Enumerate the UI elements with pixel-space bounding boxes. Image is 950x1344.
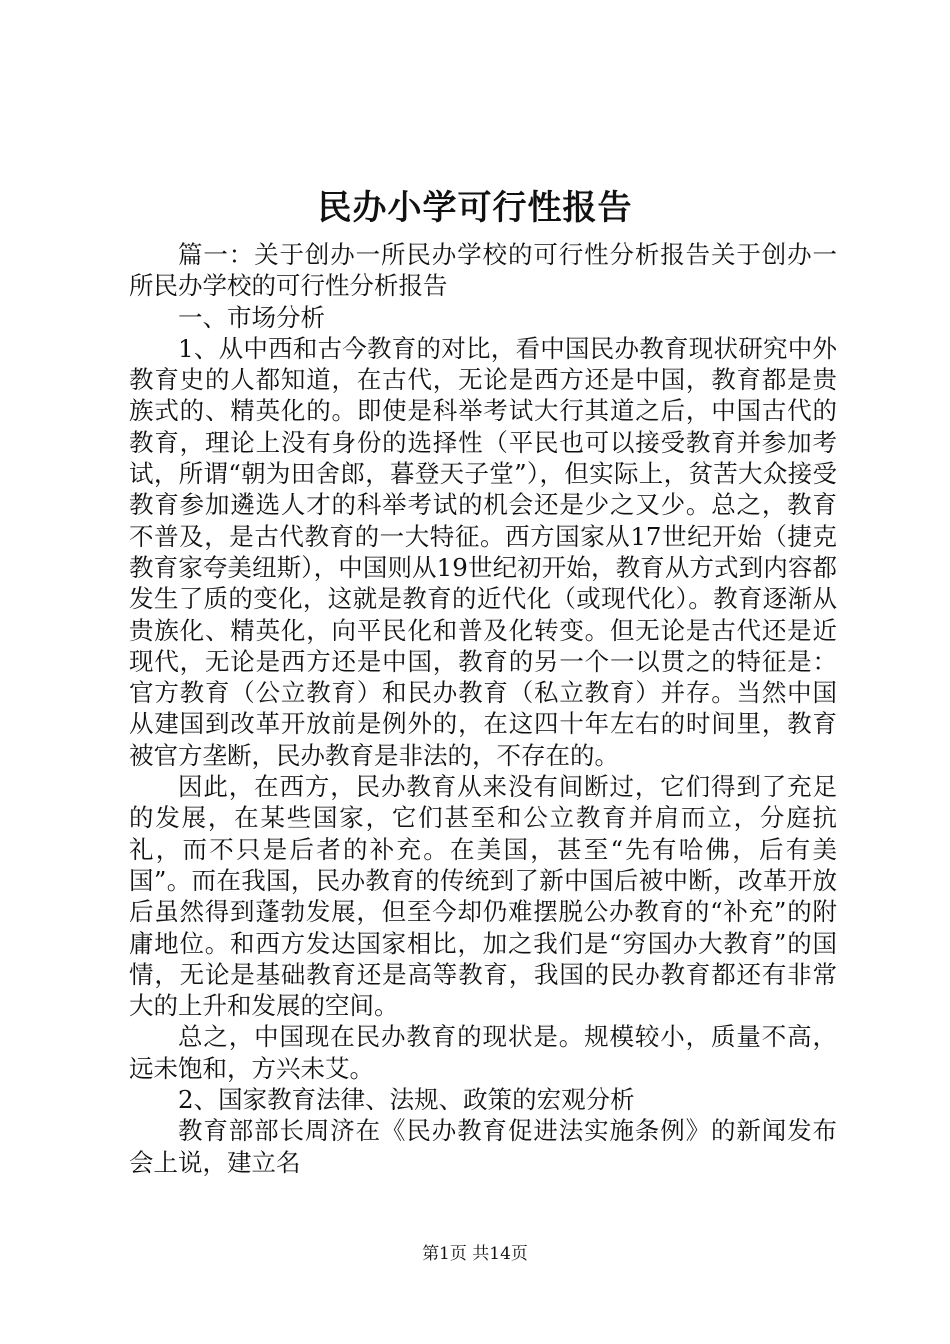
- document-body: [129, 239, 837, 1178]
- page-total: 共14页: [472, 1244, 528, 1264]
- paragraph-intro: 篇一：关于创办一所民办学校的可行性分析报告关于创办一所民办学校的可行性分析报告: [129, 240, 837, 301]
- page-number: 第1页: [422, 1244, 467, 1264]
- paragraph-ministry-statement: 教育部部长周济在《民办教育促进法实施条例》的新闻发布会上说，建立名: [129, 1116, 837, 1177]
- heading-policy-analysis: 2、国家教育法律、法规、政策的宏观分析: [178, 1085, 635, 1115]
- paragraph-western-private-education: 因此，在西方，民办教育从来没有间断过，它们得到了充足的发展，在某些国家，它们甚至和公立教育并肩而立，分庭抗礼，而不只是后者的补充。在美国，甚至“先有哈佛，后有美国”。而在我国，民办教育的传统到了新中国后被中断，改革开放后虽然得到蓬勃发展，但至今却仍难摆脱公办教育的“补充”的附庸地位。和西方发达国家相比，加之我们是“穷国办大教育”的国情，无论是基础教育还是高等教育，我国的民办教育都还有非常大的上升和发展的空间。: [129, 772, 837, 1021]
- page-footer: [0, 1242, 950, 1266]
- document-title: 民办小学可行性报告: [317, 188, 633, 228]
- paragraph-summary: 总之，中国现在民办教育的现状是。规模较小，质量不高，远未饱和，方兴未艾。: [129, 1022, 837, 1083]
- paragraph-history-comparison: 1、从中西和古今教育的对比，看中国民办教育现状研究中外教育史的人都知道，在古代，无论是西方还是中国，教育都是贵族式的、精英化的。即使是科举考试大行其道之后，中国古代的教育，理论上没有身份的选择性（平民也可以接受教育并参加考试，所谓“朝为田舍郎，暮登天子堂”），但实际上，贫苦大众接受教育参加遴选人才的科举考试的机会还是少之又少。总之，教育不普及，是古代教育的一大特征。西方国家从17世纪开始（捷克教育家夸美纽斯），中国则从19世纪初开始，教育从方式到内容都发生了质的变化，这就是教育的近代化（或现代化）。教育逐渐从贵族化、精英化，向平民化和普及化转变。但无论是古代还是近现代，无论是西方还是中国，教育的另一个一以贯之的特征是：官方教育（公立教育）和民办教育（私立教育）并存。当然中国从建国到改革开放前是例外的，在这四十年左右的时间里，教育被官方垄断，民办教育是非法的，不存在的。: [129, 333, 837, 770]
- heading-market-analysis: 一、市场分析: [178, 302, 325, 332]
